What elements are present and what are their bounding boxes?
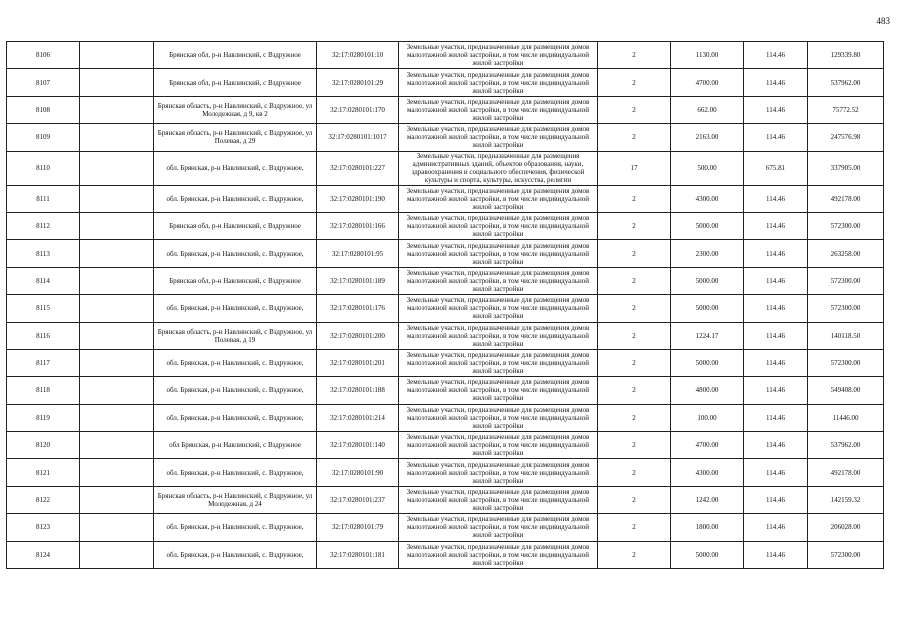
table-row — [7, 514, 884, 541]
row-number-cell: 8106 — [7, 42, 80, 69]
row-number-cell: 8124 — [7, 541, 80, 568]
group-cell: 2 — [598, 486, 671, 513]
address-cell: Брянская обл, р-н Навлинский, с Вздружное — [154, 267, 317, 294]
group-cell: 2 — [598, 541, 671, 568]
land-use-purpose-cell: Земельные участки, предназначенные для размещения домов малоэтажной жилой застройки, в том числе индивидуальной жилой застройки — [399, 459, 598, 486]
address-cell: Брянская обл, р-н Навлинский, с Вздружное — [154, 42, 317, 69]
rate-cell: 114.46 — [744, 295, 808, 322]
cadastral-number-cell: 32:17:0280101:170 — [317, 96, 399, 123]
land-use-purpose-cell: Земельные участки, предназначенные для размещения домов малоэтажной жилой застройки, в том числе индивидуальной жилой застройки — [399, 212, 598, 239]
cadastral-value-cell: 492178.00 — [808, 185, 884, 212]
row-number-cell: 8111 — [7, 185, 80, 212]
group-cell: 2 — [598, 295, 671, 322]
rate-cell: 114.46 — [744, 124, 808, 151]
table-row — [7, 124, 884, 151]
area-cell: 1242.00 — [671, 486, 744, 513]
cadastral-value-cell: 572300.00 — [808, 267, 884, 294]
table-row — [7, 267, 884, 294]
blank-cell — [80, 432, 154, 459]
cadastral-number-cell: 32:17:0280101:90 — [317, 459, 399, 486]
row-number-cell: 8109 — [7, 124, 80, 151]
rate-cell: 114.46 — [744, 96, 808, 123]
land-use-purpose-cell: Земельные участки, предназначенные для размещения домов малоэтажной жилой застройки, в том числе индивидуальной жилой застройки — [399, 322, 598, 349]
land-use-purpose-cell: Земельные участки, предназначенные для размещения домов малоэтажной жилой застройки, в том числе индивидуальной жилой застройки — [399, 42, 598, 69]
group-cell: 2 — [598, 42, 671, 69]
land-use-purpose-cell: Земельные участки, предназначенные для размещения домов малоэтажной жилой застройки, в том числе индивидуальной жилой застройки — [399, 432, 598, 459]
area-cell: 500.00 — [671, 151, 744, 185]
address-cell: обл. Брянская, р-н Навлинский, с. Вздружное, — [154, 459, 317, 486]
row-number-cell: 8118 — [7, 377, 80, 404]
area-cell: 2300.00 — [671, 240, 744, 267]
table-row — [7, 322, 884, 349]
land-use-purpose-cell: Земельные участки, предназначенные для размещения домов малоэтажной жилой застройки, в том числе индивидуальной жилой застройки — [399, 96, 598, 123]
table-row — [7, 541, 884, 568]
cadastral-number-cell: 32:17:0280101:181 — [317, 541, 399, 568]
blank-cell — [80, 267, 154, 294]
cadastral-value-cell: 572300.00 — [808, 295, 884, 322]
land-use-purpose-cell: Земельные участки, предназначенные для размещения домов малоэтажной жилой застройки, в том числе индивидуальной жилой застройки — [399, 486, 598, 513]
address-cell: обл Брянская, р-н Навлинский, с Вздружное — [154, 432, 317, 459]
land-use-purpose-cell: Земельные участки, предназначенные для размещения домов малоэтажной жилой застройки, в том числе индивидуальной жилой застройки — [399, 124, 598, 151]
row-number-cell: 8115 — [7, 295, 80, 322]
table-row — [7, 432, 884, 459]
land-use-purpose-cell: Земельные участки, предназначенные для размещения домов малоэтажной жилой застройки, в том числе индивидуальной жилой застройки — [399, 295, 598, 322]
address-cell: обл. Брянская, р-н Навлинский, с. Вздружное, — [154, 240, 317, 267]
cadastral-value-cell: 549408.00 — [808, 377, 884, 404]
rate-cell: 114.46 — [744, 514, 808, 541]
area-cell: 1800.00 — [671, 514, 744, 541]
row-number-cell: 8116 — [7, 322, 80, 349]
cadastral-value-cell: 537962.00 — [808, 69, 884, 96]
blank-cell — [80, 404, 154, 431]
table-row — [7, 349, 884, 376]
cadastral-number-cell: 32:17:0280101:189 — [317, 267, 399, 294]
area-cell: 4300.00 — [671, 459, 744, 486]
group-cell: 2 — [598, 185, 671, 212]
table-row — [7, 151, 884, 185]
rate-cell: 114.46 — [744, 349, 808, 376]
rate-cell: 114.46 — [744, 42, 808, 69]
cadastral-number-cell: 32:17:0280101:166 — [317, 212, 399, 239]
cadastral-number-cell: 32:17:0280101:95 — [317, 240, 399, 267]
cadastral-number-cell: 32:17:0280101:214 — [317, 404, 399, 431]
group-cell: 2 — [598, 240, 671, 267]
rate-cell: 114.46 — [744, 432, 808, 459]
area-cell: 4300.00 — [671, 185, 744, 212]
blank-cell — [80, 240, 154, 267]
cadastral-number-cell: 32:17:0280101:227 — [317, 151, 399, 185]
area-cell: 4700.00 — [671, 432, 744, 459]
address-cell: обл. Брянская, р-н Навлинский, с. Вздружное, — [154, 404, 317, 431]
blank-cell — [80, 541, 154, 568]
cadastral-value-cell: 572300.00 — [808, 212, 884, 239]
cadastral-value-cell: 247576.98 — [808, 124, 884, 151]
group-cell: 2 — [598, 96, 671, 123]
table-row — [7, 185, 884, 212]
address-cell: Брянская обл, р-н Навлинский, с Вздружное — [154, 212, 317, 239]
cadastral-value-cell: 572300.00 — [808, 349, 884, 376]
blank-cell — [80, 295, 154, 322]
table-row — [7, 377, 884, 404]
area-cell: 1224.17 — [671, 322, 744, 349]
row-number-cell: 8110 — [7, 151, 80, 185]
area-cell: 5000.00 — [671, 541, 744, 568]
blank-cell — [80, 151, 154, 185]
table-row — [7, 404, 884, 431]
group-cell: 2 — [598, 514, 671, 541]
cadastral-number-cell: 32:17:0280101:140 — [317, 432, 399, 459]
rate-cell: 114.46 — [744, 212, 808, 239]
rate-cell: 114.46 — [744, 69, 808, 96]
row-number-cell: 8108 — [7, 96, 80, 123]
address-cell: обл. Брянская, р-н Навлинский, с. Вздружное, — [154, 541, 317, 568]
address-cell: Брянская область, р-н Навлинский, с Вздружное, ул Молодежная, д 9, кв 2 — [154, 96, 317, 123]
blank-cell — [80, 124, 154, 151]
group-cell: 2 — [598, 377, 671, 404]
cadastral-number-cell: 32:17:0280101:237 — [317, 486, 399, 513]
group-cell: 2 — [598, 404, 671, 431]
row-number-cell: 8112 — [7, 212, 80, 239]
land-use-purpose-cell: Земельные участки, предназначенные для размещения домов малоэтажной жилой застройки, в том числе индивидуальной жилой застройки — [399, 69, 598, 96]
blank-cell — [80, 185, 154, 212]
address-cell: Брянская область, р-н Навлинский, с Вздружное, ул Полевая, д 19 — [154, 322, 317, 349]
blank-cell — [80, 486, 154, 513]
blank-cell — [80, 377, 154, 404]
row-number-cell: 8120 — [7, 432, 80, 459]
cadastral-number-cell: 32:17:0280101:190 — [317, 185, 399, 212]
cadastral-number-cell: 32:17:0280101:29 — [317, 69, 399, 96]
cadastral-number-cell: 32:17:0280101:10 — [317, 42, 399, 69]
row-number-cell: 8113 — [7, 240, 80, 267]
cadastral-value-cell: 337905.00 — [808, 151, 884, 185]
cadastral-number-cell: 32:17:0280101:188 — [317, 377, 399, 404]
land-use-purpose-cell: Земельные участки, предназначенные для размещения административных зданий, объектов образования, науки, здравоохранения и социального обеспечения, физической культуры и спорта, культуры, искусства, религии — [399, 151, 598, 185]
address-cell: Брянская область, р-н Навлинский, с Вздружное, ул Молодежная, д 24 — [154, 486, 317, 513]
area-cell: 4800.00 — [671, 377, 744, 404]
cadastral-value-cell: 492178.00 — [808, 459, 884, 486]
cadastral-value-cell: 572300.00 — [808, 541, 884, 568]
row-number-cell: 8114 — [7, 267, 80, 294]
group-cell: 2 — [598, 124, 671, 151]
rate-cell: 114.46 — [744, 486, 808, 513]
blank-cell — [80, 69, 154, 96]
cadastral-number-cell: 32:17:0280101:79 — [317, 514, 399, 541]
cadastral-value-table — [6, 41, 884, 569]
rate-cell: 114.46 — [744, 377, 808, 404]
address-cell: обл. Брянская, р-н Навлинский, с. Вздружное, — [154, 295, 317, 322]
rate-cell: 114.46 — [744, 541, 808, 568]
area-cell: 100.00 — [671, 404, 744, 431]
area-cell: 5000.00 — [671, 295, 744, 322]
group-cell: 2 — [598, 349, 671, 376]
area-cell: 5000.00 — [671, 212, 744, 239]
table-body — [7, 42, 884, 569]
address-cell: обл. Брянская, р-н Навлинский, с. Вздружное, — [154, 151, 317, 185]
address-cell: обл. Брянская, р-н Навлинский, с. Вздружное, — [154, 377, 317, 404]
group-cell: 2 — [598, 432, 671, 459]
cadastral-value-cell: 263258.00 — [808, 240, 884, 267]
address-cell: обл. Брянская, р-н Навлинский, с. Вздружное, — [154, 514, 317, 541]
table-row — [7, 486, 884, 513]
land-use-purpose-cell: Земельные участки, предназначенные для размещения домов малоэтажной жилой застройки, в том числе индивидуальной жилой застройки — [399, 267, 598, 294]
group-cell: 2 — [598, 322, 671, 349]
land-use-purpose-cell: Земельные участки, предназначенные для размещения домов малоэтажной жилой застройки, в том числе индивидуальной жилой застройки — [399, 240, 598, 267]
blank-cell — [80, 212, 154, 239]
land-use-purpose-cell: Земельные участки, предназначенные для размещения домов малоэтажной жилой застройки, в том числе индивидуальной жилой застройки — [399, 514, 598, 541]
area-cell: 5000.00 — [671, 267, 744, 294]
cadastral-number-cell: 32:17:0280101:201 — [317, 349, 399, 376]
table-row — [7, 212, 884, 239]
group-cell: 2 — [598, 69, 671, 96]
land-use-purpose-cell: Земельные участки, предназначенные для размещения домов малоэтажной жилой застройки, в том числе индивидуальной жилой застройки — [399, 349, 598, 376]
cadastral-value-cell: 75772.52 — [808, 96, 884, 123]
area-cell: 2163.00 — [671, 124, 744, 151]
row-number-cell: 8121 — [7, 459, 80, 486]
cadastral-value-cell: 11446.00 — [808, 404, 884, 431]
rate-cell: 114.46 — [744, 185, 808, 212]
blank-cell — [80, 42, 154, 69]
address-cell: обл. Брянская, р-н Навлинский, с. Вздружное, — [154, 349, 317, 376]
land-use-purpose-cell: Земельные участки, предназначенные для размещения домов малоэтажной жилой застройки, в том числе индивидуальной жилой застройки — [399, 404, 598, 431]
row-number-cell: 8123 — [7, 514, 80, 541]
cadastral-value-cell: 129339.80 — [808, 42, 884, 69]
table-row — [7, 42, 884, 69]
area-cell: 4700.00 — [671, 69, 744, 96]
area-cell: 662.00 — [671, 96, 744, 123]
table-row — [7, 96, 884, 123]
rate-cell: 114.46 — [744, 240, 808, 267]
address-cell: Брянская область, р-н Навлинский, с Вздружное, ул Полевая, д 29 — [154, 124, 317, 151]
group-cell: 2 — [598, 267, 671, 294]
table-row — [7, 459, 884, 486]
table-row — [7, 240, 884, 267]
rate-cell: 114.46 — [744, 459, 808, 486]
cadastral-number-cell: 32:17:0280101:176 — [317, 295, 399, 322]
land-use-purpose-cell: Земельные участки, предназначенные для размещения домов малоэтажной жилой застройки, в том числе индивидуальной жилой застройки — [399, 377, 598, 404]
table-row — [7, 69, 884, 96]
rate-cell: 114.46 — [744, 267, 808, 294]
group-cell: 2 — [598, 212, 671, 239]
land-use-purpose-cell: Земельные участки, предназначенные для размещения домов малоэтажной жилой застройки, в том числе индивидуальной жилой застройки — [399, 185, 598, 212]
area-cell: 5000.00 — [671, 349, 744, 376]
blank-cell — [80, 459, 154, 486]
cadastral-value-cell: 140118.50 — [808, 322, 884, 349]
page-number: 483 — [876, 16, 890, 26]
rate-cell: 114.46 — [744, 322, 808, 349]
land-use-purpose-cell: Земельные участки, предназначенные для размещения домов малоэтажной жилой застройки, в том числе индивидуальной жилой застройки — [399, 541, 598, 568]
cadastral-value-cell: 537962.00 — [808, 432, 884, 459]
rate-cell: 114.46 — [744, 404, 808, 431]
row-number-cell: 8122 — [7, 486, 80, 513]
cadastral-number-cell: 32:17:0280101:200 — [317, 322, 399, 349]
row-number-cell: 8117 — [7, 349, 80, 376]
cadastral-number-cell: 32:17:0280101:1017 — [317, 124, 399, 151]
blank-cell — [80, 96, 154, 123]
address-cell: Брянская обл, р-н Навлинский, с Вздружное — [154, 69, 317, 96]
group-cell: 17 — [598, 151, 671, 185]
cadastral-value-cell: 142159.32 — [808, 486, 884, 513]
blank-cell — [80, 322, 154, 349]
blank-cell — [80, 349, 154, 376]
rate-cell: 675.81 — [744, 151, 808, 185]
address-cell: обл. Брянская, р-н Навлинский, с. Вздружное, — [154, 185, 317, 212]
cadastral-value-cell: 206028.00 — [808, 514, 884, 541]
row-number-cell: 8119 — [7, 404, 80, 431]
row-number-cell: 8107 — [7, 69, 80, 96]
area-cell: 1130.00 — [671, 42, 744, 69]
table-row — [7, 295, 884, 322]
blank-cell — [80, 514, 154, 541]
group-cell: 2 — [598, 459, 671, 486]
